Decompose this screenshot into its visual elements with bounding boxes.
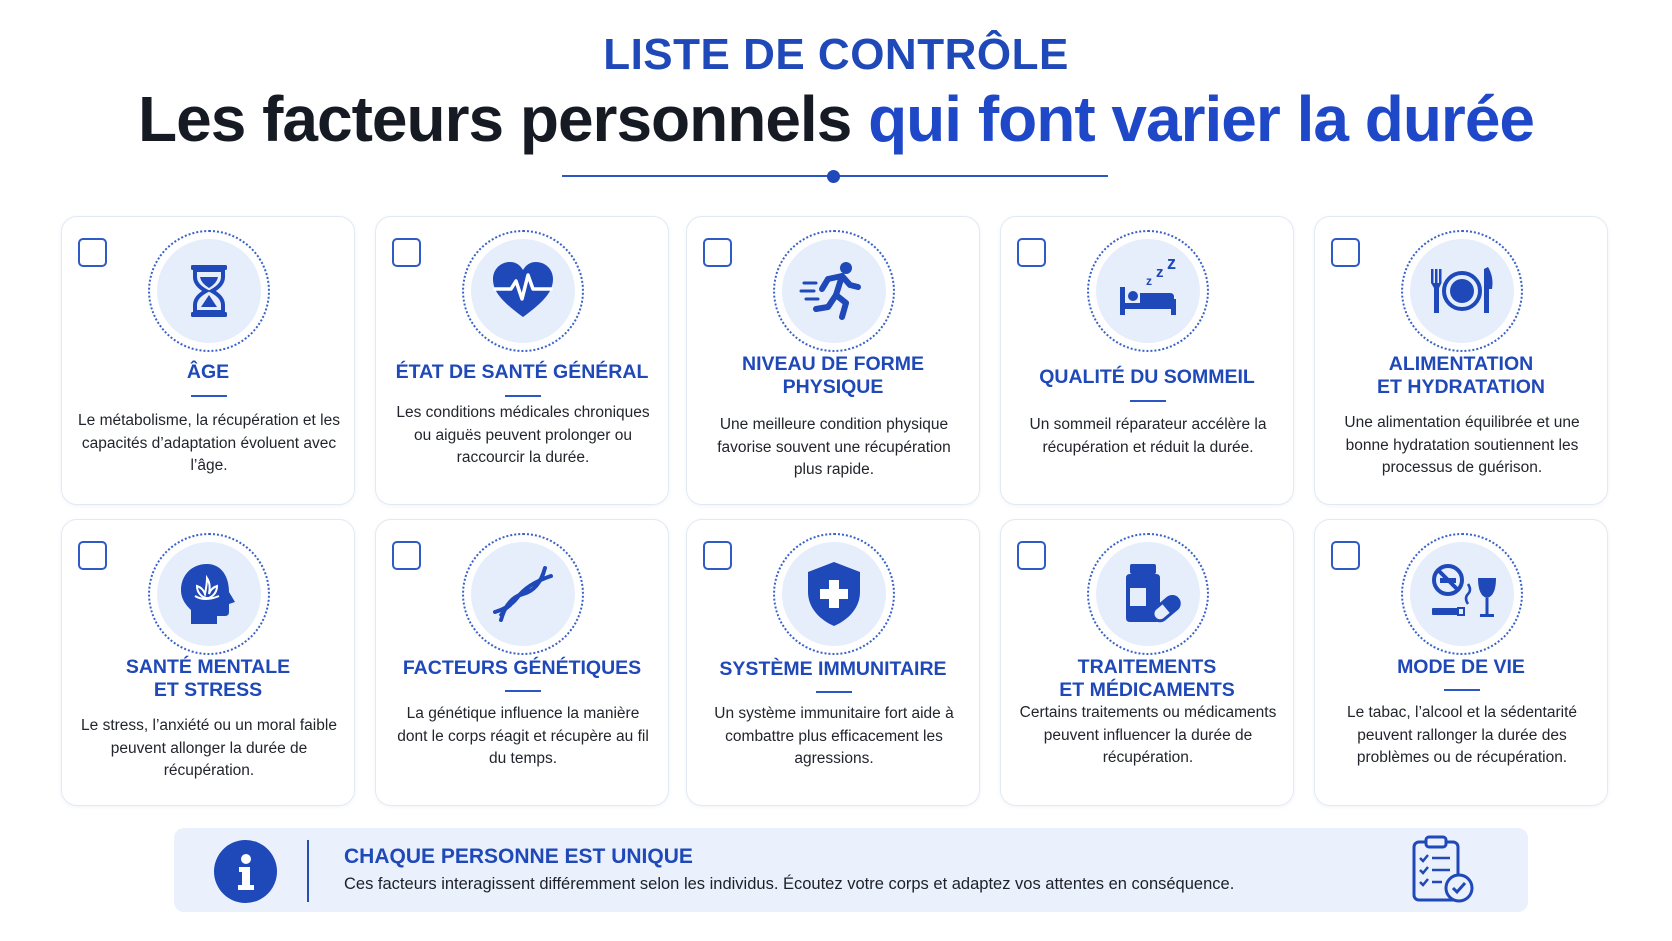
card-title: MODE DE VIE bbox=[1397, 656, 1525, 678]
card-age bbox=[61, 216, 355, 505]
runner-icon bbox=[798, 255, 870, 327]
checkbox-genetics[interactable] bbox=[392, 541, 421, 570]
svg-text:z: z bbox=[1156, 264, 1164, 281]
card-medication bbox=[1000, 519, 1294, 806]
card-description: Une meilleure condition physique favorise souvent une récupération plus rapide. bbox=[717, 416, 951, 478]
card-immune-system bbox=[686, 519, 980, 806]
card-title: ÂGE bbox=[186, 361, 230, 383]
card-nutrition bbox=[1314, 216, 1608, 505]
card-title-line1: SANTÉ MENTALE bbox=[125, 656, 291, 678]
title-rule bbox=[505, 690, 541, 692]
card-title-line1: TRAITEMENTS bbox=[1077, 656, 1217, 678]
checkbox-immune-system[interactable] bbox=[703, 541, 732, 570]
card-title: SYSTÈME IMMUNITAIRE bbox=[719, 658, 947, 680]
icon-ring bbox=[462, 230, 584, 352]
card-description: Un sommeil réparateur accélère la récupération et réduit la durée. bbox=[1029, 416, 1267, 456]
card-description: Les conditions médicales chroniques ou aiguës peuvent prolonger ou raccourcir la durée. bbox=[396, 404, 650, 466]
card-title bbox=[62, 656, 354, 702]
card-lifestyle bbox=[1314, 519, 1608, 806]
title-rule bbox=[816, 691, 852, 693]
card-description: Certains traitements ou médicaments peuvent influencer la durée de récupération. bbox=[1019, 704, 1277, 766]
checkbox-nutrition[interactable] bbox=[1331, 238, 1360, 267]
card-description: Le stress, l’anxiété ou un moral faible peuvent allonger la durée de récupération. bbox=[81, 717, 337, 779]
checkbox-age[interactable] bbox=[78, 238, 107, 267]
card-title-line1: ALIMENTATION bbox=[1388, 353, 1534, 375]
svg-text:z: z bbox=[1146, 274, 1152, 288]
icon-ring bbox=[462, 533, 584, 655]
title-main: Les facteurs personnels bbox=[138, 83, 852, 155]
banner-divider bbox=[307, 840, 309, 902]
card-general-health bbox=[375, 216, 669, 505]
card-description: Une alimentation équilibrée et une bonne hydratation soutiennent les processus de guérison. bbox=[1344, 414, 1580, 476]
clipboard-checklist-icon bbox=[1404, 832, 1480, 908]
card-title-line2: ET HYDRATATION bbox=[1377, 376, 1545, 398]
head-lotus-icon bbox=[173, 558, 245, 630]
checkbox-fitness[interactable] bbox=[703, 238, 732, 267]
medication-icon bbox=[1112, 558, 1184, 630]
icon-ring bbox=[1401, 230, 1523, 352]
card-title-line2: ET STRESS bbox=[153, 679, 263, 701]
icon-ring bbox=[1401, 533, 1523, 655]
title-rule bbox=[1130, 400, 1166, 402]
heart-pulse-icon bbox=[487, 255, 559, 327]
card-title-line2: PHYSIQUE bbox=[782, 376, 884, 398]
card-description: Un système immunitaire fort aide à combattre plus efficacement les agressions. bbox=[714, 705, 954, 767]
page-title bbox=[0, 82, 1672, 156]
hourglass-icon bbox=[173, 255, 245, 327]
card-title: ÉTAT DE SANTÉ GÉNÉRAL bbox=[395, 361, 649, 383]
icon-ring bbox=[1087, 230, 1209, 352]
checkbox-mental-health[interactable] bbox=[78, 541, 107, 570]
card-title bbox=[1315, 353, 1607, 399]
checkbox-lifestyle[interactable] bbox=[1331, 541, 1360, 570]
title-rule bbox=[1444, 689, 1480, 691]
info-icon bbox=[214, 840, 277, 903]
icon-ring bbox=[1087, 533, 1209, 655]
no-smoking-wine-icon bbox=[1426, 558, 1498, 630]
card-title-line2: ET MÉDICAMENTS bbox=[1059, 679, 1235, 701]
card-title: QUALITÉ DU SOMMEIL bbox=[1039, 366, 1255, 388]
card-mental-health bbox=[61, 519, 355, 806]
card-genetics bbox=[375, 519, 669, 806]
icon-ring bbox=[773, 533, 895, 655]
sleep-bed-icon bbox=[1112, 255, 1184, 327]
title-rule bbox=[505, 395, 541, 397]
card-description: La génétique influence la manière dont le corps réagit et récupère au fil du temps. bbox=[397, 705, 649, 767]
card-sleep bbox=[1000, 216, 1294, 505]
page-kicker: LISTE DE CONTRÔLE bbox=[603, 30, 1069, 79]
card-title bbox=[1001, 656, 1293, 702]
checkbox-medication[interactable] bbox=[1017, 541, 1046, 570]
banner-title: CHAQUE PERSONNE EST UNIQUE bbox=[344, 845, 693, 868]
shield-cross-icon bbox=[798, 558, 870, 630]
divider-dot bbox=[827, 170, 840, 183]
card-title bbox=[687, 353, 979, 399]
card-fitness bbox=[686, 216, 980, 505]
banner-text: Ces facteurs interagissent différemment selon les individus. Écoutez votre corps et adaptez vos attentes en conséquence. bbox=[344, 875, 1235, 893]
plate-cutlery-icon bbox=[1426, 255, 1498, 327]
checkbox-sleep[interactable] bbox=[1017, 238, 1046, 267]
svg-text:z: z bbox=[1167, 255, 1176, 273]
icon-ring bbox=[148, 230, 270, 352]
card-title-line1: NIVEAU DE FORME bbox=[741, 353, 924, 375]
card-description: Le métabolisme, la récupération et les capacités d’adaptation évoluent avec l’âge. bbox=[78, 412, 340, 474]
title-highlight: qui font varier la durée bbox=[868, 83, 1534, 155]
card-description: Le tabac, l’alcool et la sédentarité peuvent rallonger la durée des problèmes ou de récupération. bbox=[1346, 704, 1578, 766]
card-title: FACTEURS GÉNÉTIQUES bbox=[402, 657, 642, 679]
checkbox-general-health[interactable] bbox=[392, 238, 421, 267]
title-rule bbox=[191, 395, 227, 397]
info-banner bbox=[174, 828, 1528, 912]
dna-icon bbox=[487, 558, 559, 630]
icon-ring bbox=[148, 533, 270, 655]
icon-ring bbox=[773, 230, 895, 352]
